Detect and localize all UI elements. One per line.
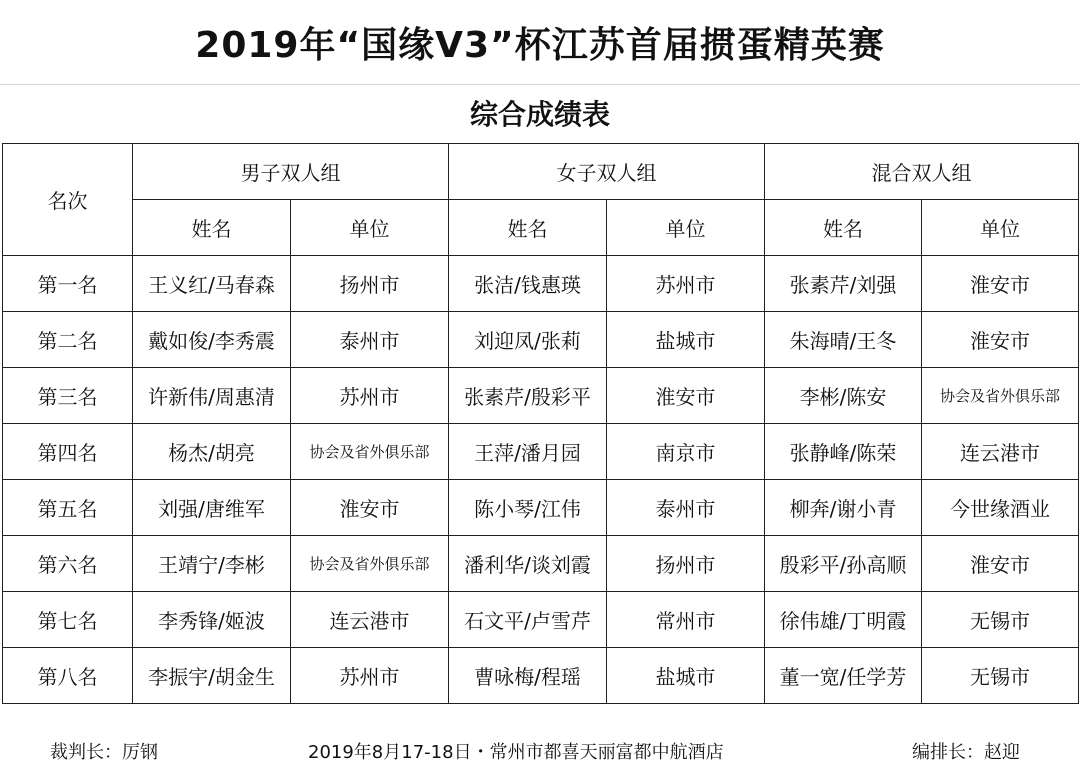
- column-header-row: [3, 200, 1079, 256]
- table-row: [3, 480, 1079, 536]
- rank-cell: 第一名: [3, 256, 133, 312]
- date-venue: 2019年8月17-18日・常州市都喜天丽富都中航酒店: [308, 742, 724, 763]
- unit-header: 单位: [607, 200, 765, 256]
- table-row: [3, 536, 1079, 592]
- pair-name-cell: 朱海晴/王冬: [765, 312, 922, 368]
- rank-cell: 第五名: [3, 480, 133, 536]
- pair-name-cell: 王靖宁/李彬: [133, 536, 291, 592]
- unit-cell: 连云港市: [922, 424, 1079, 480]
- unit-cell: 苏州市: [291, 648, 449, 704]
- name-header: 姓名: [133, 200, 291, 256]
- unit-cell: 扬州市: [607, 536, 765, 592]
- unit-cell: 淮安市: [922, 256, 1079, 312]
- unit-cell: 苏州市: [291, 368, 449, 424]
- unit-cell: 淮安市: [922, 312, 1079, 368]
- unit-cell: 扬州市: [291, 256, 449, 312]
- unit-cell: 连云港市: [291, 592, 449, 648]
- pair-name-cell: 石文平/卢雪芹: [449, 592, 607, 648]
- rank-cell: 第八名: [3, 648, 133, 704]
- pair-name-cell: 董一宽/任学芳: [765, 648, 922, 704]
- document-title: 2019年“国缘V3”杯江苏首届掼蛋精英赛: [195, 24, 885, 66]
- unit-cell: 南京市: [607, 424, 765, 480]
- unit-cell: 盐城市: [607, 648, 765, 704]
- unit-cell: 协会及省外俱乐部: [291, 536, 449, 592]
- document-subtitle: 综合成绩表: [469, 98, 610, 131]
- unit-cell: 无锡市: [922, 592, 1079, 648]
- pair-name-cell: 张素芹/刘强: [765, 256, 922, 312]
- pair-name-cell: 曹咏梅/程瑶: [449, 648, 607, 704]
- name-header: 姓名: [765, 200, 922, 256]
- chief-judge: 裁判长：厉钢: [50, 742, 158, 763]
- results-table: [2, 143, 1079, 704]
- pair-name-cell: 徐伟雄/丁明霞: [765, 592, 922, 648]
- pair-name-cell: 柳奔/谢小青: [765, 480, 922, 536]
- unit-header: 单位: [291, 200, 449, 256]
- table-row: [3, 368, 1079, 424]
- unit-cell: 淮安市: [607, 368, 765, 424]
- unit-header: 单位: [922, 200, 1079, 256]
- unit-cell: 淮安市: [291, 480, 449, 536]
- group-header-row: [3, 144, 1079, 200]
- pair-name-cell: 李振宇/胡金生: [133, 648, 291, 704]
- pair-name-cell: 杨杰/胡亮: [133, 424, 291, 480]
- pair-name-cell: 张静峰/陈荣: [765, 424, 922, 480]
- rank-cell: 第七名: [3, 592, 133, 648]
- pair-name-cell: 陈小琴/江伟: [449, 480, 607, 536]
- chief-editor: 编排长：赵迎: [912, 742, 1020, 763]
- table-row: [3, 648, 1079, 704]
- title-divider: [0, 84, 1080, 85]
- rank-cell: 第四名: [3, 424, 133, 480]
- pair-name-cell: 李秀锋/姬波: [133, 592, 291, 648]
- group-header-men: 男子双人组: [133, 144, 449, 200]
- pair-name-cell: 潘利华/谈刘霞: [449, 536, 607, 592]
- unit-cell: 常州市: [607, 592, 765, 648]
- unit-cell: 淮安市: [922, 536, 1079, 592]
- group-header-women: 女子双人组: [449, 144, 765, 200]
- unit-cell: 泰州市: [607, 480, 765, 536]
- pair-name-cell: 张素芹/殷彩平: [449, 368, 607, 424]
- unit-cell: 协会及省外俱乐部: [291, 424, 449, 480]
- pair-name-cell: 殷彩平/孙高顺: [765, 536, 922, 592]
- rank-cell: 第三名: [3, 368, 133, 424]
- unit-cell: 苏州市: [607, 256, 765, 312]
- group-header-mixed: 混合双人组: [765, 144, 1079, 200]
- pair-name-cell: 戴如俊/李秀震: [133, 312, 291, 368]
- pair-name-cell: 许新伟/周惠清: [133, 368, 291, 424]
- pair-name-cell: 王义红/马春森: [133, 256, 291, 312]
- pair-name-cell: 张洁/钱惠瑛: [449, 256, 607, 312]
- rank-header: 名次: [3, 144, 133, 256]
- pair-name-cell: 王萍/潘月园: [449, 424, 607, 480]
- rank-cell: 第六名: [3, 536, 133, 592]
- document-footer: [0, 726, 1080, 770]
- pair-name-cell: 刘强/唐维军: [133, 480, 291, 536]
- table-row: [3, 256, 1079, 312]
- unit-cell: 泰州市: [291, 312, 449, 368]
- pair-name-cell: 刘迎凤/张莉: [449, 312, 607, 368]
- unit-cell: 盐城市: [607, 312, 765, 368]
- unit-cell: 协会及省外俱乐部: [922, 368, 1079, 424]
- table-row: [3, 592, 1079, 648]
- unit-cell: 无锡市: [922, 648, 1079, 704]
- unit-cell: 今世缘酒业: [922, 480, 1079, 536]
- name-header: 姓名: [449, 200, 607, 256]
- pair-name-cell: 李彬/陈安: [765, 368, 922, 424]
- table-row: [3, 312, 1079, 368]
- rank-cell: 第二名: [3, 312, 133, 368]
- table-row: [3, 424, 1079, 480]
